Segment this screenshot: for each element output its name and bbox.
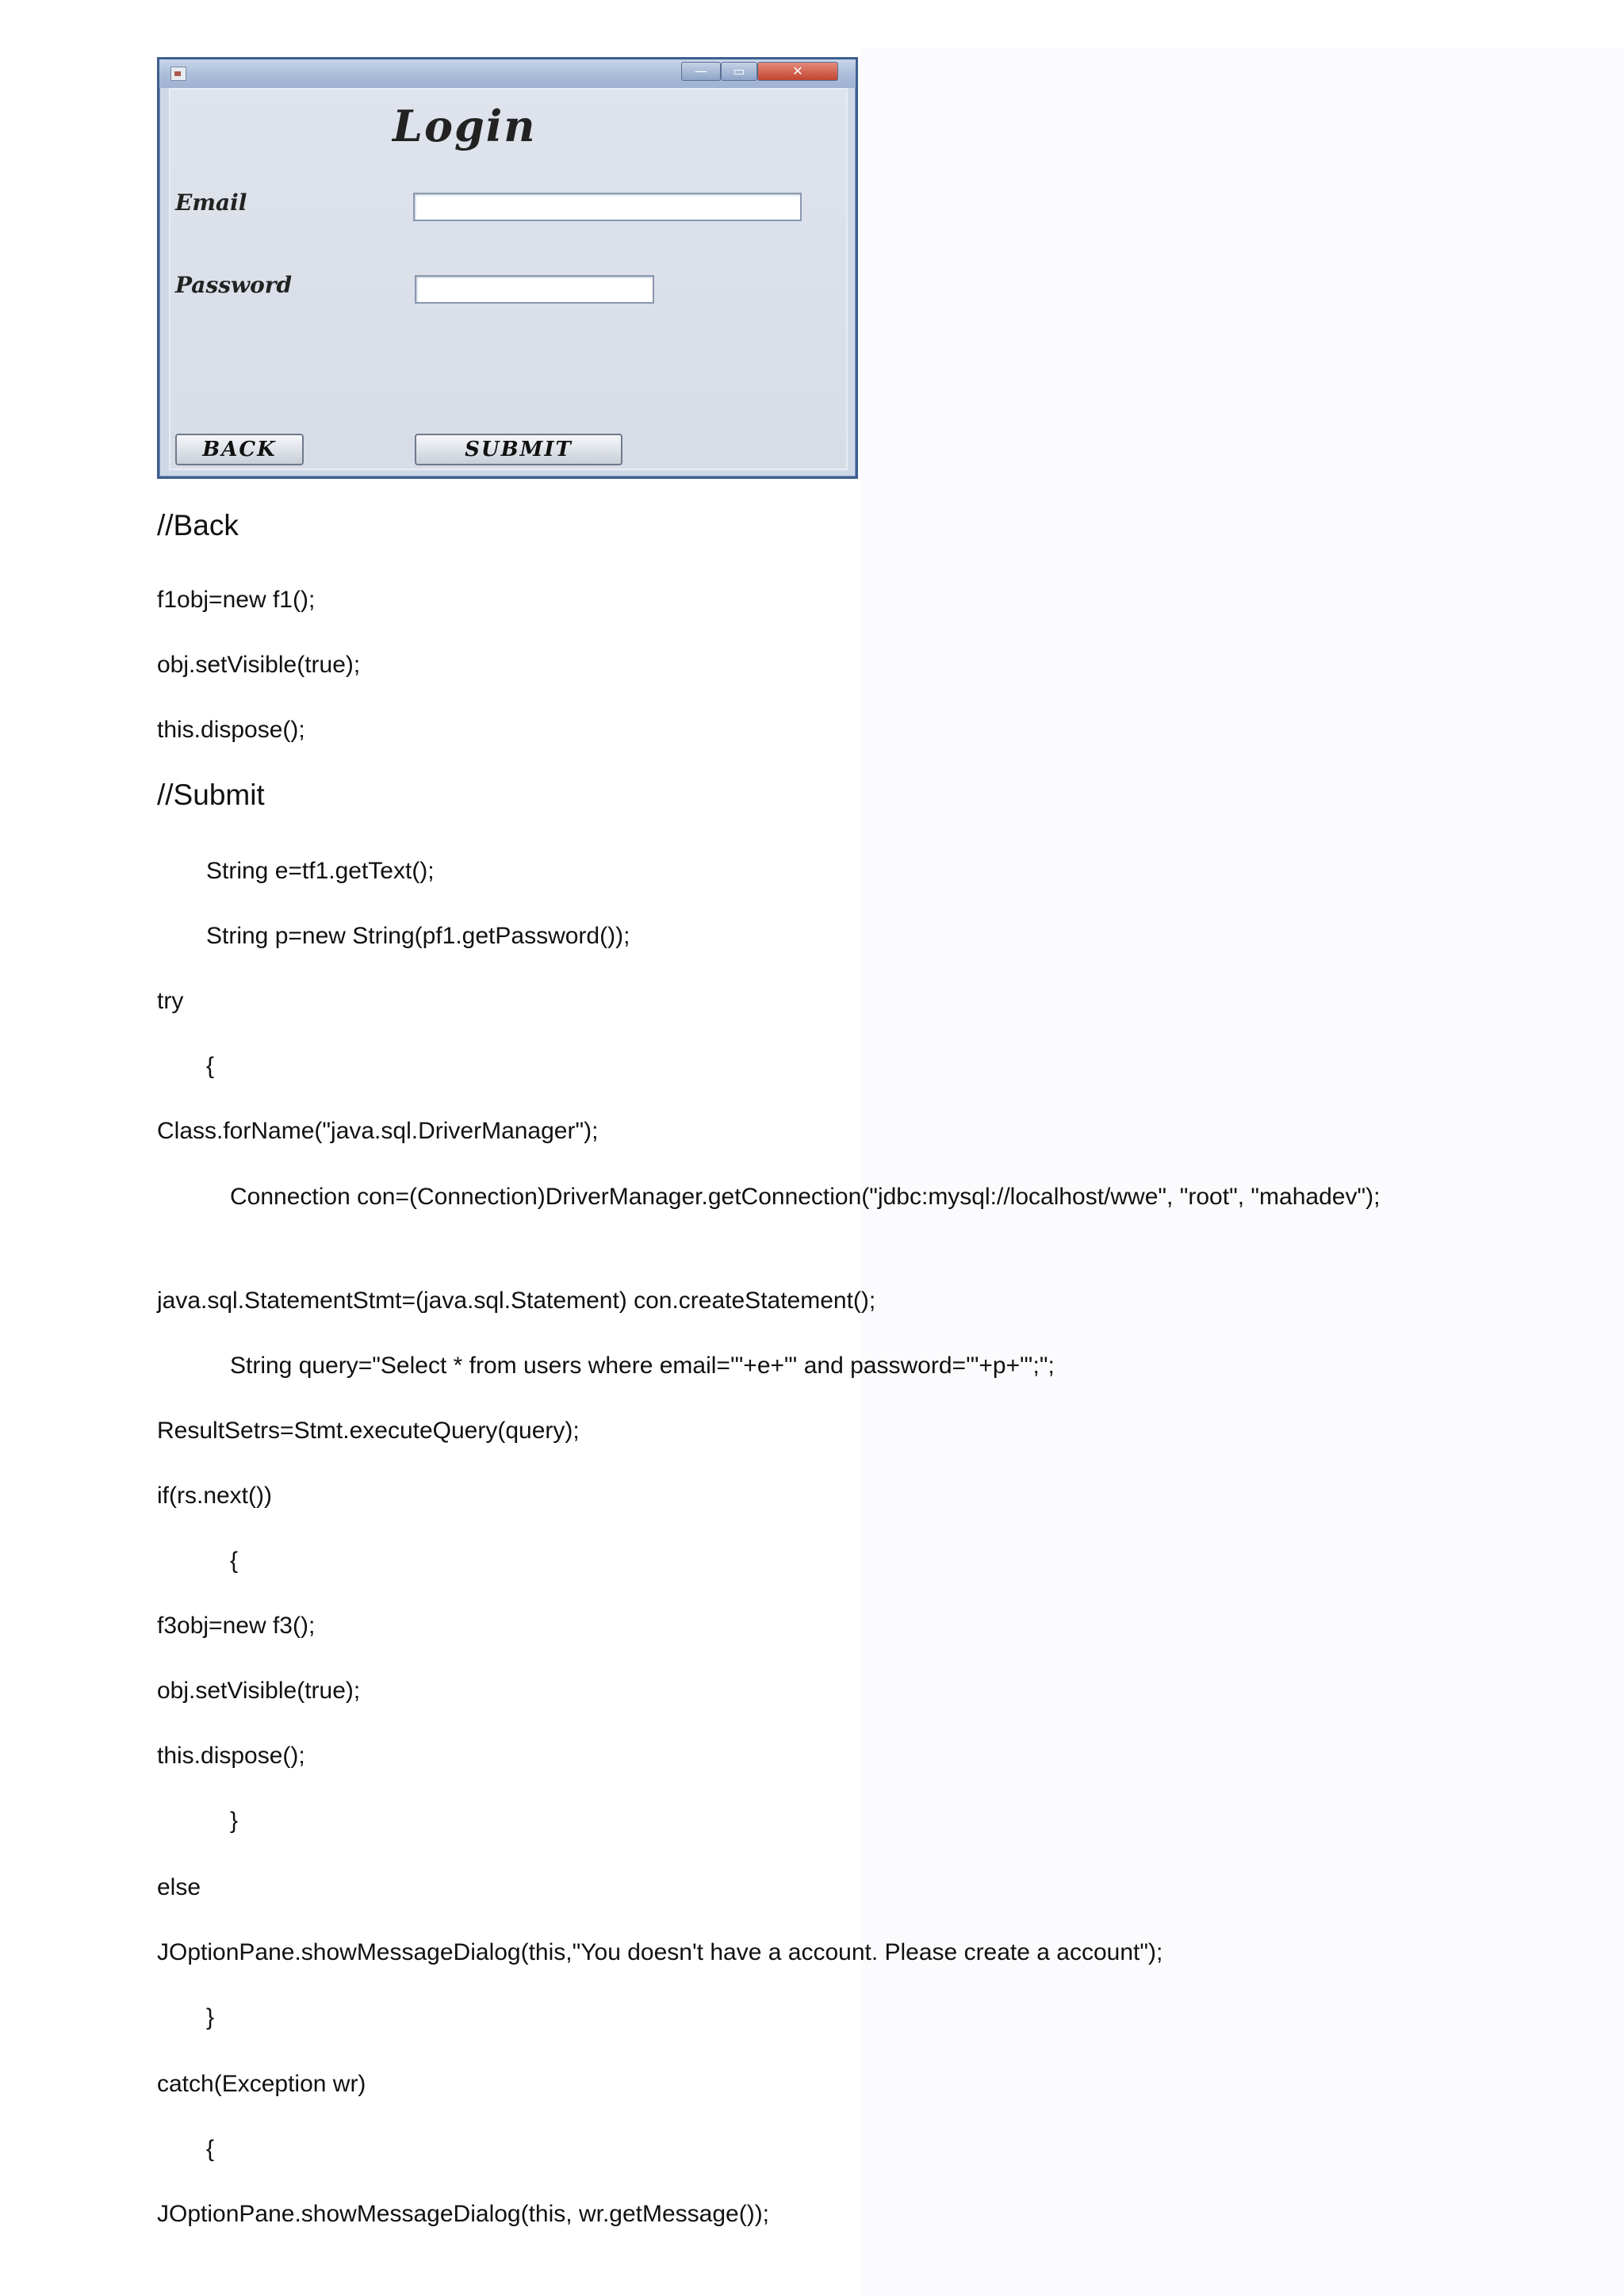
code-line: String query="Select * from users where email='"+e+"' and password='"+p+"';"; xyxy=(230,1353,1055,1379)
code-line: catch(Exception wr) xyxy=(157,2071,366,2097)
close-button[interactable]: ✕ xyxy=(757,62,838,81)
back-heading: //Back xyxy=(157,509,239,541)
email-input[interactable] xyxy=(413,193,802,221)
code-line: { xyxy=(206,2136,215,2162)
submit-heading: //Submit xyxy=(157,779,265,811)
password-input[interactable] xyxy=(415,275,654,304)
code-line: JOptionPane.showMessageDialog(this,"You doesn't have a account. Please create a account"); xyxy=(157,1939,1163,1965)
code-line: if(rs.next()) xyxy=(157,1483,272,1509)
minimize-button[interactable]: — xyxy=(681,62,721,81)
email-label: Email xyxy=(175,189,247,216)
code-line: f1obj=new f1(); xyxy=(157,587,316,613)
code-line: { xyxy=(206,1053,215,1079)
code-line: JOptionPane.showMessageDialog(this, wr.getMessage()); xyxy=(157,2201,770,2227)
code-line: ResultSetrs=Stmt.executeQuery(query); xyxy=(157,1418,580,1444)
java-app-icon xyxy=(170,67,186,81)
code-line: } xyxy=(230,1808,239,1834)
login-title: Login xyxy=(393,101,537,151)
code-line: this.dispose(); xyxy=(157,717,305,743)
code-line: { xyxy=(230,1548,239,1574)
back-button[interactable]: BACK xyxy=(175,434,304,465)
code-line: obj.setVisible(true); xyxy=(157,652,361,678)
code-line: String p=new String(pf1.getPassword()); xyxy=(206,923,630,949)
code-line: else xyxy=(157,1874,201,1900)
code-line: Connection con=(Connection)DriverManager.getConnection("jdbc:mysql://localhost/wwe", "root", "mahadev"); xyxy=(230,1184,1381,1210)
code-line: } xyxy=(206,2004,215,2030)
login-form xyxy=(169,88,848,470)
code-line: Class.forName("java.sql.DriverManager"); xyxy=(157,1118,599,1144)
submit-button[interactable]: SUBMIT xyxy=(415,434,622,465)
code-line: this.dispose(); xyxy=(157,1743,305,1769)
code-line: try xyxy=(157,988,184,1014)
login-window xyxy=(157,57,858,479)
window-titlebar xyxy=(159,59,856,88)
password-label: Password xyxy=(175,272,293,298)
code-line: obj.setVisible(true); xyxy=(157,1678,361,1704)
maximize-button[interactable]: ▭ xyxy=(721,62,757,81)
code-line: String e=tf1.getText(); xyxy=(206,858,435,884)
code-line: f3obj=new f3(); xyxy=(157,1613,316,1639)
code-line: java.sql.StatementStmt=(java.sql.Statement) con.createStatement(); xyxy=(157,1288,876,1314)
